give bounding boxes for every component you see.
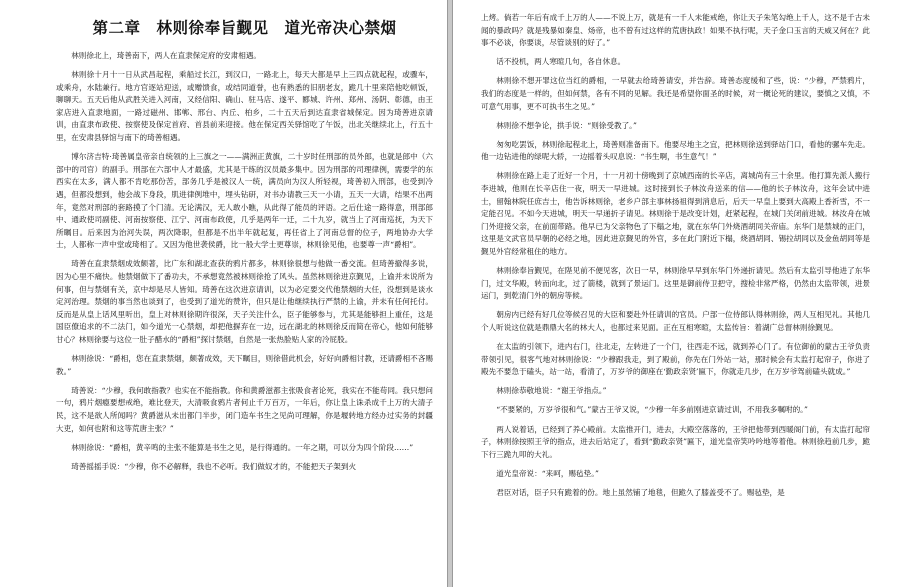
paragraph: 林则徐十月十一日从武昌起程，乘船过长江，到汉口，一路北上，每天大都是早上三四点就起程，或骤车，或乘舟，水陆兼行。地方官逐站迎送，或赠馈食，或结同道誉，也有熟悉的旧朋老友，跪几十里来陪他吃顿饭，聊聊天。五天后他从武胜关进入河南，又经信阳、确山、驻马店、遂平、郾城、许州、郑州、汤阴、彰德，由王家店进入直隶地面，一路过磁州、邯郸、邢台、内丘、柏乡，二十五天后到达直隶省城保定。因为琦善进京请训，由直隶布政使、按察使及保定首府、首县前来迎接。他在保定西关驿馆吃了午饭，出北关继续北上，行五十里，在安肃县驿馆与南下的琦善相遇。 bbox=[56, 70, 433, 143]
paragraph: 琦善在直隶禁烟成效颇著，比广东和湖北查获的鸦片都多，林则徐很想与他做一番交流。但琦善撤得多说，因为心里不痛快。他禁烟做下了番功夫，不承想竟然被林则徐抢了风头。虽然林则徐进京觐见，上谕并未说所为何事，但与禁烟有关，京中却是尽人皆知。琦善在这次进京请训，以为必定要交代他禁烟的大任，没想到是谈水定河治理。禁烟的事当然也谈到了，也受到了道光的赞许，但只是让他继续执行严禁的上谕，并未有任何托付。反而是从皇上话风里听出，皇上对林则徐期许很深，天子关注什么，臣子能够参与，尤其是能够担上重任，这是国臣僚追求的不二法门，如今道光一心禁烟，却把他摒弃在一边，远在湖北的林则徐反而简在帝心，他如何能够甘心？林则徐要与这位一肚子醋水的“爵相”探讨禁烟，自然是一张热脸贴人家的冷屁股。 bbox=[56, 259, 433, 344]
paragraph: 林则徐北上，琦善南下，两人在直隶保定府的安肃相遇。 bbox=[71, 51, 262, 60]
paragraph: 道光皇帝说：“来呵，赐毡垫。” bbox=[496, 468, 599, 478]
paragraph: 林则徐说：“爵相，您在直隶禁烟，颇著成效，天下瞩目，则徐借此机会，好好向爵相讨教，还请爵相不吝赐教。” bbox=[56, 354, 433, 376]
paragraph: 朝房内已经有好几位等候召见的大臣和要赴外任请训的官员。户部一位侍郎认得林则徐，两人互相见礼。其他几个人听说这位就是鼎鼎大名的林大人，也都过来见面。正在互相寒暄，太监传旨：着湖广总督林则徐觐见。 bbox=[481, 310, 870, 332]
paragraph: 林则徐在路上走了近好一个月，十一月初十傍晚到了京城西南的长辛店，离城尚有三十余里。他打算先派人搬行李进城，他则在长辛店住一夜，明天一早进城。这时接到长子林汝舟送来的信——他的长子林汝舟，这年会试中进士，留翰林院任庶吉士，他告诉林则徐，老乡户部主事林扬祖得到消息后，后天一早皇上要到大高殿上香祈雪，不一定能召见。不如今天进城，明天一早递折子请见。林则徐于是改变计划，赶紧起程，在城门关闭前进城。林汝舟在城门外迎接父亲，在前面带路。他早已为父亲物色了下榻之地，就在东华门外烧酒胡同关帝庙。东华门是禁城的正门，这里是文武官员早朝的必经之地，因此进京觐见的外官，多在此门附近下榻，烧酒胡同、锡拉胡同以及金鱼胡同等是觐见外官经常租住的地方。 bbox=[481, 171, 870, 256]
paragraph: 上烤。倘若一年后有成千上万的人——不说上万，就是有一千人未能戒绝，你让天子朱笔勾绝上千人，这不是千古未闻的暴政吗？就是残暴如秦皇、炀帝，也不曾有过这样的荒唐执政！如果不执行呢，天子金口玉言的天威又何在？此事不必谈，你要谈，尽管谈别的好了。” bbox=[481, 13, 870, 48]
paragraph: 两人说着话，已经到了养心殿前。太监推开门，进去，大殿空落落的，王爷把他带到西暖阁门前，有太监打起帘子，林则徐按照王爷的指点，进去后站定了，看到“勤政亲贤”匾下，道光皇帝笑吟吟地等着他。林则徐趋前几步，跪下行三跪九叩的大礼。 bbox=[481, 424, 870, 459]
right-page bbox=[453, 0, 900, 587]
paragraph: 君臣对话，臣子只有跪着的份。地上虽然铺了地毯，但跪久了膝盖受不了。赐毡垫，是 bbox=[496, 487, 785, 497]
paragraph: 林则徐说：“爵相，黄辛鸣的主张不能算是书生之见，是行得通的。一年之期，可以分为四个阶段……” bbox=[71, 442, 414, 452]
chapter-title: 第二章 林则徐奉旨觐见 道光帝决心禁烟 bbox=[92, 19, 397, 37]
paragraph: 林则徐恭敬地说：“谢王爷指点。” bbox=[496, 386, 607, 396]
paragraph: 博尔济吉特·琦善属皇帝亲自统领的上三旗之一——满洲正黄旗，二十岁时任刑部的员外郎，也就是郎中（六部中的司官）的副手。刑部在六部中人才最盛，尤其是干练的汉员最多集中。因为刑部的司理律例，需要学的东西实在太多，满人都不肯吃那份苦，部务几乎是被汉人一统，满员向为汉人所轻视，琦善初入刑部，也受到冷遇，但都没想到，他会战下身段，肌进律例堆中，埋头钻研，对书办请教三天一小请，五天一大请，结果不出两年，竟然对刑部的套路摸了个门清。无论满汉，无人敢小瞧，从此得了能员的评语。之后仕途一路得意，刑部郎中、通政使司副使、河南按察使、江宁、河南布政使，几乎是两年一迁，二十九岁，就当上了河南巡抚，为天下所瞩目。后来因为治河失误，两次降职，但都是不出半年就起复，再任省上了河南总督的位子，两地协办大学士，人都称一声中堂或琦相了。又因为他世袭侯爵，比一般大学士更尊崇，林则徐见他，也要尊一声“爵相”。 bbox=[56, 152, 433, 250]
paragraph: 琦善摇摇手说：“少穆，你不必解释，我也不必听。我们做奴才的，不能把天子架到火 bbox=[71, 461, 357, 471]
paragraph: 林则徐奉旨觐见，在陛见前不便见客，次日一早，林则徐早早到东华门外递折请见。然后有太监引导他进了东华门，过文华殿，转而向北，过了箭楼，就到了景运门。这里是御前侍卫把守，搜检非常严格，仍然由太监带领，进景运门，到乾清门外的朝房等候。 bbox=[481, 266, 870, 301]
left-page bbox=[0, 0, 447, 587]
paragraph: 林则徐不想争论，拱手说：“则徐受教了。” bbox=[496, 120, 637, 130]
paragraph: 话不投机，两人寒暄几句，各自休息。 bbox=[496, 57, 626, 67]
paragraph: 林则徐不想开罪这位当红的爵相，一早就去给琦善请安，并告辞。琦善态度缓和了些，说：“少穆，严禁鸦片，我们的态度是一样的，但如何禁，各有不同的见解。我还是希望你面圣的时候，对一概论死的建议，要慎之又慎，不可意气用事，更不可执书生之见。” bbox=[481, 76, 870, 111]
paragraph: 匆匆吃罢饭，林则徐起程北上，琦善则准备南下。他要尽地主之宜，把林则徐送到驿站门口，看他的骡车先走。他一边钻进他的绿呢大轿，一边摇着头叹息说：“书生啊，书生意气！” bbox=[481, 139, 870, 162]
paragraph: 琦善说：“少穆，我何敢指教？也实在不能指教。你和黄爵滋都主张吸食者论死，我实在不能苟同。我只想问一句，鸦片烟瘾要想戒绝，难比登天，大清吸食鸦片者何止千万百万，一年后，你让皇上诛杀成千上万的大清子民，这不是欲人所闻吗？黄爵滋从未出都门半步，闭门造车书生之见尚可理解，你是堰转地方经办过实务的封疆大吏，如何也附和这等荒唐主张？” bbox=[56, 385, 433, 433]
paragraph: 在太监的引领下，进内右门，往北走，左转进了一个门，往西走不远，就到养心门了。有位御前的蒙古王爷负责带领引见，很客气地对林则徐说：“少穆跟我走，到了殿前，你先在门外站一站，那时候会有太监打起帘子，你进了殿先不要急于磕头，站一站，看清了，万岁爷的御座在‘勤政亲贤’匾下，你就走几步，在万岁爷驾前磕头就成。” bbox=[481, 342, 870, 377]
paragraph: “不要紧的，万岁爷很和气。”蒙古王爷又说，“少穆一年多前刚进京请过训，不用我多嘱咐的。” bbox=[496, 405, 808, 415]
